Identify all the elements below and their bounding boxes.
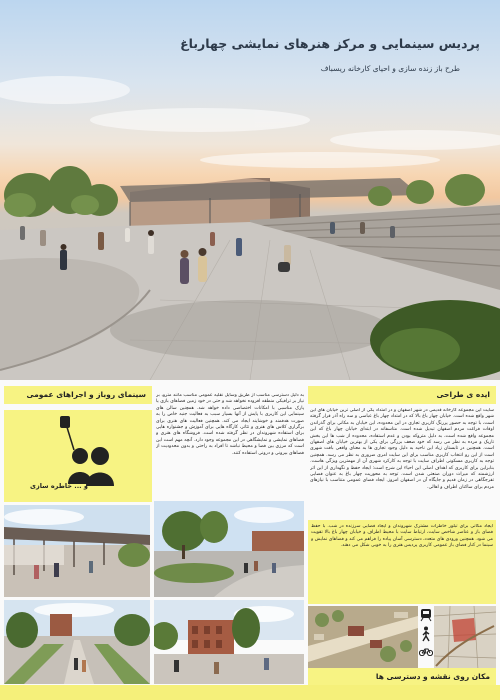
train-icon (420, 608, 432, 622)
render-canopy-walkway (4, 505, 150, 597)
design-idea-text: سایت این مجموعه کارخانه قدیمی در شهر اصفهان و در امتداد یکی از اصلی ترین خیابان های این شهر واقع شده است. خیابان چهار باغ بالا که در امتداد چهار باغ عباسی و سه راه آذر قرار گرفته است، با توجه به حضور پررنگ کاربری تجاری در این محدوده، این خیابان به مکانی برای گذراندن اوقات فراغت مردم اصفهان تبدیل شده است. متاسفانه در ابتدای خیابان چهار باغ که این مجموعه واقع شده است، به دلیل متروکه بودن و عدم استفاده، محدوده از شب ها این بخش تاریک و مرده به نظر می رسد که خود ضعف بزرگی برای یکی از بهترین خیابان های اصفهان است. همچنین در تابستان زیاد این ناحیه به دلیل وجود تجاری ها به معنای واقعی بافت شهری است از این رو انتخاب کاربری مناسب برای این سایت امری ضروری به نظر می رسد. همچنین توجه به کاربری مسکونی اطراف سایت با توجه به کارکرد شهری آن از مهمترین ویژگی هاست. بنابراین برای کاربری که اهداف اصلی این احیاء این شرح است: ایجاد حفظ و نگهداری از این اثر ارزشمند که میراث دوران صنعتی شدن است. توجه به محوریت چهار باغ به عنوان فضایی تفرجگاهی در زمان قدیم و جایگاه آن در اصفهان امروز. ایجاد فضای عمومی متناسب با نیازهای مردم برای ساکنان اطراف و اهالی. (310, 408, 494, 490)
design-idea-heading: ایده ی طراحی (308, 386, 496, 404)
render-rail-walkway (4, 600, 150, 684)
design-idea-note-text: ایجاد مکانی برای تبلور خاطرات مشترک شهروندان و ایجاد فضایی سرزنده در شب. با حفظ فضای باز و عناصر شاخص سایت، ارتباط سایت با محیط اطراف و خیابان چهار باغ بالا تقویت می شود. همچنین ورودی های متعدد، دسترسی آسان پیاده را فراهم می کند و فضاهای نمایش و سینما در کنار فضای باز عمومی کاربری پردیس هنری را به خوبی شکل می دهند. (311, 524, 493, 549)
render-park-trees (154, 501, 304, 597)
memory-label: و ... خاطره سازی (30, 482, 88, 490)
design-idea-note-panel (308, 520, 496, 604)
open-cinema-text: به دلیل دسترسی مناسب از طریق وسایل نقلیه عمومی مناسب مانند مترو، بر نیاز بر ترافیکی منطقه افزوده نخواهد شد و حتی در خود زمین فضاهای بازی یا پارک مناسبی با امکانات اختصاصی داده خواهد شد. همچنین سالن های سینمایی این کاربری با پایش از آنها بسیار سبب به فعالیت جنبه خاص را به صورت هدفمند و خوشایند ایجاد می کند. همچنین فعالیت های هنری برای برگزاری کلاس های هنری و تئاتر، کارگاه هایی برای آموزش و جشنواره هایی برای استفاده شهروندان در نظر گرفته شده است. فروشگاه های هنری و فضاهای نمایشی و نمایشگاهی در این مجموعه وجود دارد. آنچه مهم است این است که مرزی بین فضا و محیط نباشد تا افراد به راحتی و بدون محدودیت از فضاهای بیرونی و درونی استفاده کنند. (156, 393, 304, 456)
footer-bar (0, 685, 500, 700)
pedestrian-icon (420, 626, 432, 642)
bicycle-icon (419, 646, 433, 656)
site-map-aerial (308, 606, 418, 670)
site-map-plan (434, 606, 496, 670)
access-icons (419, 608, 433, 668)
render-plaza-building (154, 600, 304, 684)
map-access-heading: مکان روی نقشه و دسترسی ها (308, 668, 496, 686)
open-cinema-heading: سینمای روباز و اجراهای عمومی (4, 386, 152, 404)
page-subtitle: طرح باز زنده سازی و احیای کارخانه ریسباف (320, 64, 460, 73)
page-title: پردیس سینمایی و مرکز هنرهای نمایشی چهارباغ (180, 36, 480, 51)
